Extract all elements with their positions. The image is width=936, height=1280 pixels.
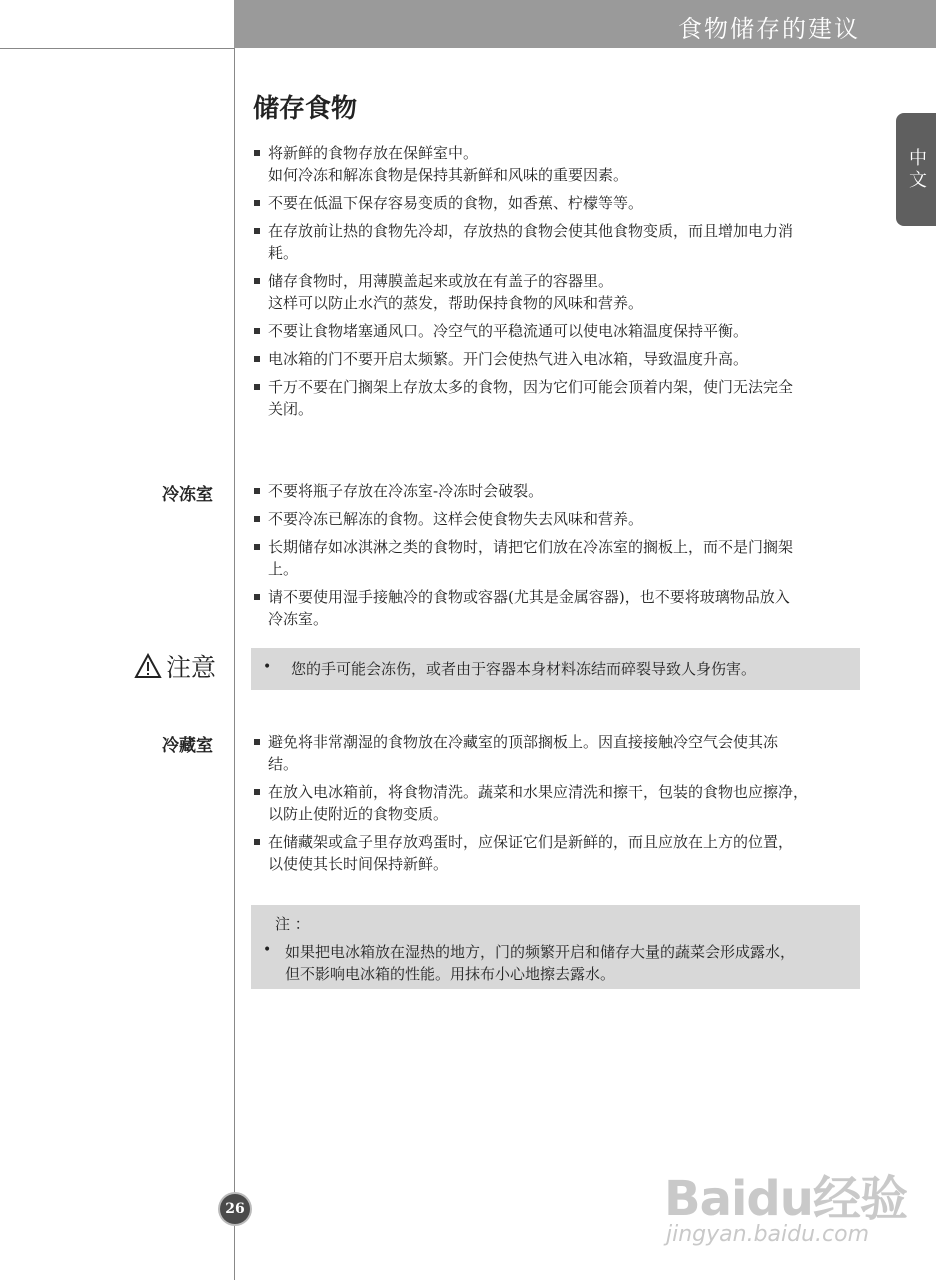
caution-text: 您的手可能会冻伤，或者由于容器本身材料冻结而碎裂导致人身伤害。 xyxy=(291,660,757,678)
margin-divider xyxy=(234,48,235,1280)
fridge-list xyxy=(253,731,853,881)
list-item: 储存食物时，用薄膜盖起来或放在有盖子的容器里。 这样可以防止水汽的蒸发，帮助保持食物的风味和营养。 xyxy=(253,270,853,314)
watermark xyxy=(664,1140,914,1260)
header-bar xyxy=(234,0,936,48)
warning-icon xyxy=(134,653,162,679)
header-title: 食物储存的建议 xyxy=(678,15,860,43)
caution-bullet: • xyxy=(263,659,272,675)
list-item: 将新鲜的食物存放在保鲜室中。 如何冷冻和解冻食物是保持其新鲜和风味的重要因素。 xyxy=(253,142,853,186)
language-tab xyxy=(896,113,936,226)
list-item: 不要让食物堵塞通风口。冷空气的平稳流通可以使电冰箱温度保持平衡。 xyxy=(253,320,853,342)
page-number: 26 xyxy=(220,1194,250,1224)
caution-label xyxy=(134,648,216,684)
note-bullet: • xyxy=(263,942,272,958)
list-item: 千万不要在门搁架上存放太多的食物，因为它们可能会顶着内架，使门无法完全 关闭。 xyxy=(253,376,853,420)
list-item: 避免将非常潮湿的食物放在冷藏室的顶部搁板上。因直接接触冷空气会使其冻 结。 xyxy=(253,731,853,775)
list-item: 在存放前让热的食物先冷却，存放热的食物会使其他食物变质，而且增加电力消 耗。 xyxy=(253,220,853,264)
section-title: 储存食物 xyxy=(253,94,358,124)
language-tab-label: 中文 xyxy=(906,147,927,192)
note-title: 注 ： xyxy=(275,915,310,933)
list-item: 在放入电冰箱前，将食物清洗。蔬菜和水果应清洗和擦干，包装的食物也应擦净， 以防止使附近的食物变质。 xyxy=(253,781,853,825)
list-item: 不要冷冻已解冻的食物。这样会使食物失去风味和营养。 xyxy=(253,508,853,530)
watermark-logo: Baidu经验 xyxy=(664,1171,907,1227)
list-item: 在储藏架或盒子里存放鸡蛋时，应保证它们是新鲜的，而且应放在上方的位置， 以使使其长时间保持新鲜。 xyxy=(253,831,853,875)
general-storage-list xyxy=(253,142,853,426)
fridge-label: 冷藏室 xyxy=(162,736,213,756)
list-item: 长期储存如冰淇淋之类的食物时，请把它们放在冷冻室的搁板上，而不是门搁架 上。 xyxy=(253,536,853,580)
list-item: 电冰箱的门不要开启太频繁。开门会使热气进入电冰箱，导致温度升高。 xyxy=(253,348,853,370)
list-item: 请不要使用湿手接触冷的食物或容器(尤其是金属容器)，也不要将玻璃物品放入 冷冻室。 xyxy=(253,586,853,630)
note-text: 如果把电冰箱放在湿热的地方，门的频繁开启和储存大量的蔬菜会形成露水， 但不影响电冰箱的性能。用抹布小心地擦去露水。 xyxy=(285,943,796,983)
caution-label-text: 注意 xyxy=(166,653,217,682)
header-divider xyxy=(0,48,234,49)
freezer-list xyxy=(253,480,853,636)
list-item: 不要在低温下保存容易变质的食物，如香蕉、柠檬等等。 xyxy=(253,192,853,214)
freezer-label: 冷冻室 xyxy=(162,485,213,505)
note-box xyxy=(251,905,860,989)
list-item: 不要将瓶子存放在冷冻室-冷冻时会破裂。 xyxy=(253,480,853,502)
caution-box xyxy=(251,648,860,690)
watermark-url: jingyan.baidu.com xyxy=(666,1222,870,1247)
